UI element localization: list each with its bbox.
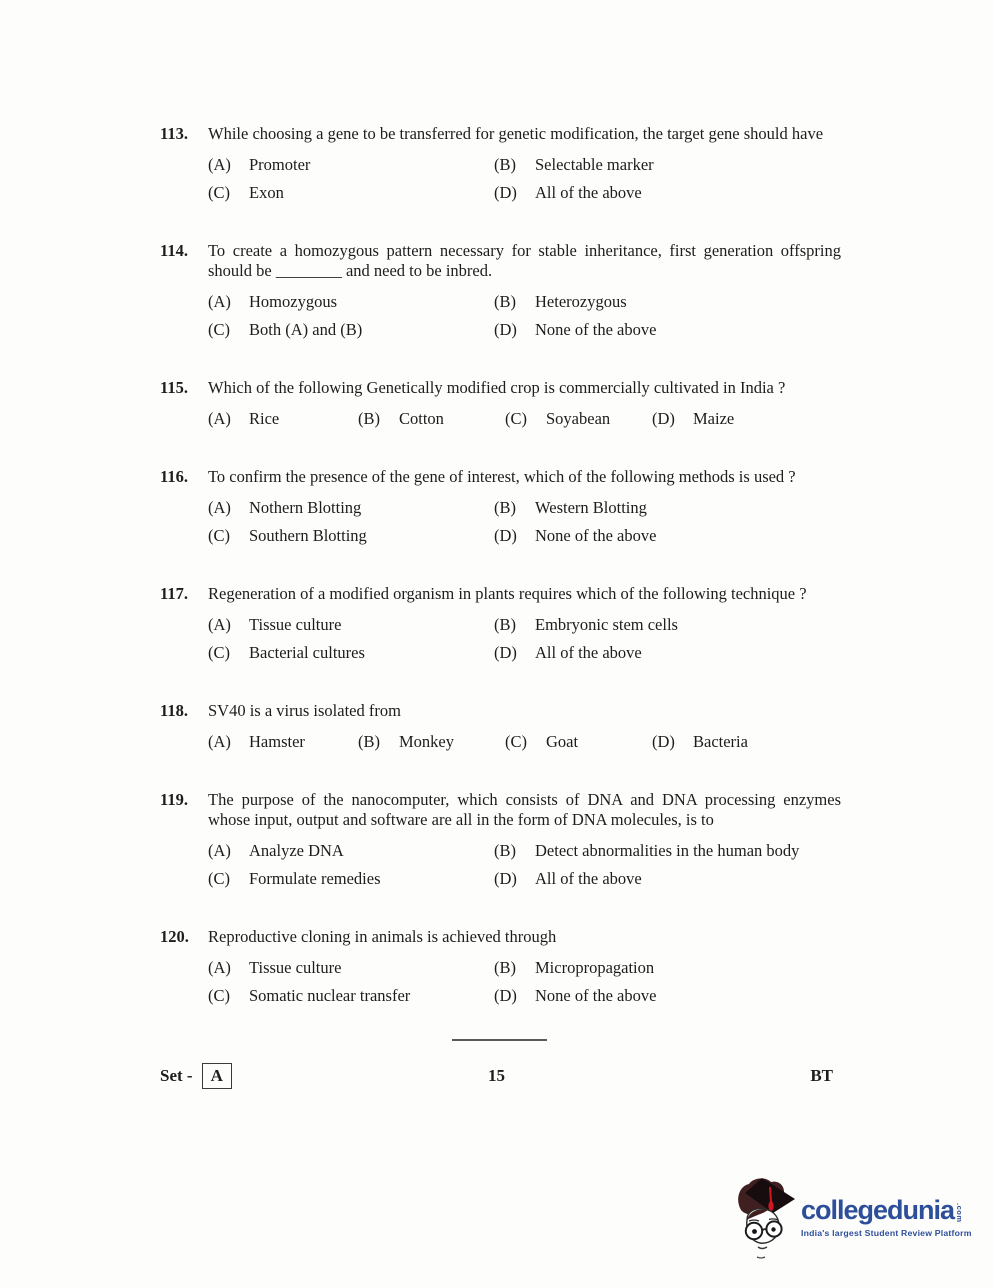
option-b: [494, 494, 841, 522]
option-label: (C): [208, 526, 230, 545]
option-a: [208, 728, 358, 756]
option-a: [208, 288, 494, 316]
question-text: Regeneration of a modified organism in plants requires which of the following technique ?: [208, 584, 807, 603]
option-d: [494, 865, 841, 893]
question-text: Reproductive cloning in animals is achieved through: [208, 927, 557, 946]
option-text: All of the above: [535, 643, 642, 662]
option-d: [494, 982, 841, 1010]
option-label: (D): [494, 183, 517, 202]
option-text: Soyabean: [546, 409, 611, 428]
options: [208, 494, 841, 550]
option-text: All of the above: [535, 869, 642, 888]
option-label: (C): [208, 183, 230, 202]
option-label: (B): [358, 732, 380, 751]
option-text: None of the above: [535, 320, 657, 339]
option-c: [505, 405, 652, 433]
question-text: Which of the following Genetically modified crop is commercially cultivated in India ?: [208, 378, 786, 397]
question-text: The purpose of the nanocomputer, which consists of DNA and DNA processing enzymes whose input, output and software are all in the form of DNA molecules, is to: [208, 790, 841, 829]
option-text: Detect abnormalities in the human body: [535, 841, 800, 860]
option-label: (C): [208, 320, 230, 339]
question-120: [160, 927, 841, 1010]
option-label: (B): [494, 615, 516, 634]
question-text: To confirm the presence of the gene of interest, which of the following methods is used ?: [208, 467, 796, 486]
option-text: Maize: [693, 409, 735, 428]
question-number: 117.: [160, 584, 188, 603]
option-label: (D): [652, 732, 675, 751]
option-d: [652, 405, 841, 433]
option-label: (A): [208, 615, 231, 634]
question-number: 113.: [160, 124, 188, 143]
option-label: (B): [494, 958, 516, 977]
option-text: Southern Blotting: [249, 526, 367, 545]
option-label: (D): [494, 526, 517, 545]
brand-tld: .com: [955, 1203, 965, 1223]
option-label: (A): [208, 498, 231, 517]
question-117: [160, 584, 841, 667]
option-text: Goat: [546, 732, 579, 751]
option-text: Exon: [249, 183, 284, 202]
question-text: SV40 is a virus isolated from: [208, 701, 401, 720]
options: [208, 405, 841, 433]
option-text: Homozygous: [249, 292, 337, 311]
option-c: [505, 728, 652, 756]
options: [208, 837, 841, 893]
option-text: Somatic nuclear transfer: [249, 986, 411, 1005]
option-d: [494, 639, 841, 667]
question-number: 120.: [160, 927, 189, 946]
question-119: [160, 790, 841, 893]
brand-tagline: India's largest Student Review Platform: [801, 1228, 972, 1238]
option-label: (D): [494, 869, 517, 888]
question-113: [160, 124, 841, 207]
option-label: (C): [208, 869, 230, 888]
option-d: [494, 522, 841, 550]
option-text: Cotton: [399, 409, 444, 428]
collegedunia-mascot-icon: [735, 1176, 799, 1262]
option-text: Western Blotting: [535, 498, 647, 517]
option-label: (B): [494, 498, 516, 517]
option-b: [358, 728, 505, 756]
option-text: Hamster: [249, 732, 305, 751]
option-text: None of the above: [535, 526, 657, 545]
option-b: [494, 151, 841, 179]
question-list: [160, 124, 841, 1044]
option-text: Monkey: [399, 732, 454, 751]
option-label: (B): [494, 841, 516, 860]
option-a: [208, 494, 494, 522]
set-value-box: A: [202, 1063, 232, 1089]
option-text: Selectable marker: [535, 155, 654, 174]
option-text: Tissue culture: [249, 958, 342, 977]
option-d: [494, 316, 841, 344]
option-a: [208, 611, 494, 639]
question-115: [160, 378, 841, 433]
question-text: To create a homozygous pattern necessary for stable inheritance, first generation offspring should be ________ and need to be inbred.: [208, 241, 841, 280]
option-label: (C): [208, 986, 230, 1005]
options: [208, 611, 841, 667]
option-text: Analyze DNA: [249, 841, 344, 860]
option-text: Bacteria: [693, 732, 748, 751]
option-text: All of the above: [535, 183, 642, 202]
option-label: (A): [208, 841, 231, 860]
option-d: [494, 179, 841, 207]
question-number: 118.: [160, 701, 188, 720]
option-label: (A): [208, 958, 231, 977]
option-label: (B): [494, 155, 516, 174]
question-number: 114.: [160, 241, 188, 260]
options: [208, 954, 841, 1010]
option-text: Both (A) and (B): [249, 320, 363, 339]
question-118: [160, 701, 841, 756]
option-label: (B): [494, 292, 516, 311]
option-label: (A): [208, 292, 231, 311]
option-label: (C): [208, 643, 230, 662]
question-number: 119.: [160, 790, 188, 809]
option-a: [208, 405, 358, 433]
option-text: None of the above: [535, 986, 657, 1005]
question-number: 115.: [160, 378, 188, 397]
collegedunia-logo: [735, 1176, 972, 1262]
option-c: [208, 982, 494, 1010]
option-text: Embryonic stem cells: [535, 615, 678, 634]
page-number: 15: [488, 1066, 505, 1085]
option-b: [494, 611, 841, 639]
question-number: 116.: [160, 467, 188, 486]
options: [208, 728, 841, 756]
section-divider: [452, 1039, 547, 1041]
option-label: (A): [208, 732, 231, 751]
option-label: (A): [208, 155, 231, 174]
question-114: [160, 241, 841, 344]
option-a: [208, 954, 494, 982]
option-c: [208, 865, 494, 893]
option-a: [208, 837, 494, 865]
option-label: (C): [505, 409, 527, 428]
option-text: Bacterial cultures: [249, 643, 365, 662]
option-text: Formulate remedies: [249, 869, 381, 888]
option-c: [208, 179, 494, 207]
option-label: (D): [652, 409, 675, 428]
brand-name: collegedunia: [801, 1195, 955, 1225]
option-c: [208, 316, 494, 344]
question-116: [160, 467, 841, 550]
option-a: [208, 151, 494, 179]
option-b: [358, 405, 505, 433]
option-label: (D): [494, 643, 517, 662]
option-text: Promoter: [249, 155, 311, 174]
option-text: Micropropagation: [535, 958, 655, 977]
option-text: Rice: [249, 409, 280, 428]
option-label: (A): [208, 409, 231, 428]
options: [208, 151, 841, 207]
option-b: [494, 837, 841, 865]
option-text: Nothern Blotting: [249, 498, 362, 517]
option-text: Heterozygous: [535, 292, 627, 311]
option-c: [208, 522, 494, 550]
option-d: [652, 728, 841, 756]
option-label: (C): [505, 732, 527, 751]
options: [208, 288, 841, 344]
option-label: (D): [494, 320, 517, 339]
option-label: (B): [358, 409, 380, 428]
set-label: Set -: [160, 1066, 193, 1085]
option-label: (D): [494, 986, 517, 1005]
option-b: [494, 954, 841, 982]
paper-code: BT: [810, 1066, 833, 1085]
question-text: While choosing a gene to be transferred for genetic modification, the target gene should have: [208, 124, 824, 143]
option-c: [208, 639, 494, 667]
option-b: [494, 288, 841, 316]
option-text: Tissue culture: [249, 615, 342, 634]
